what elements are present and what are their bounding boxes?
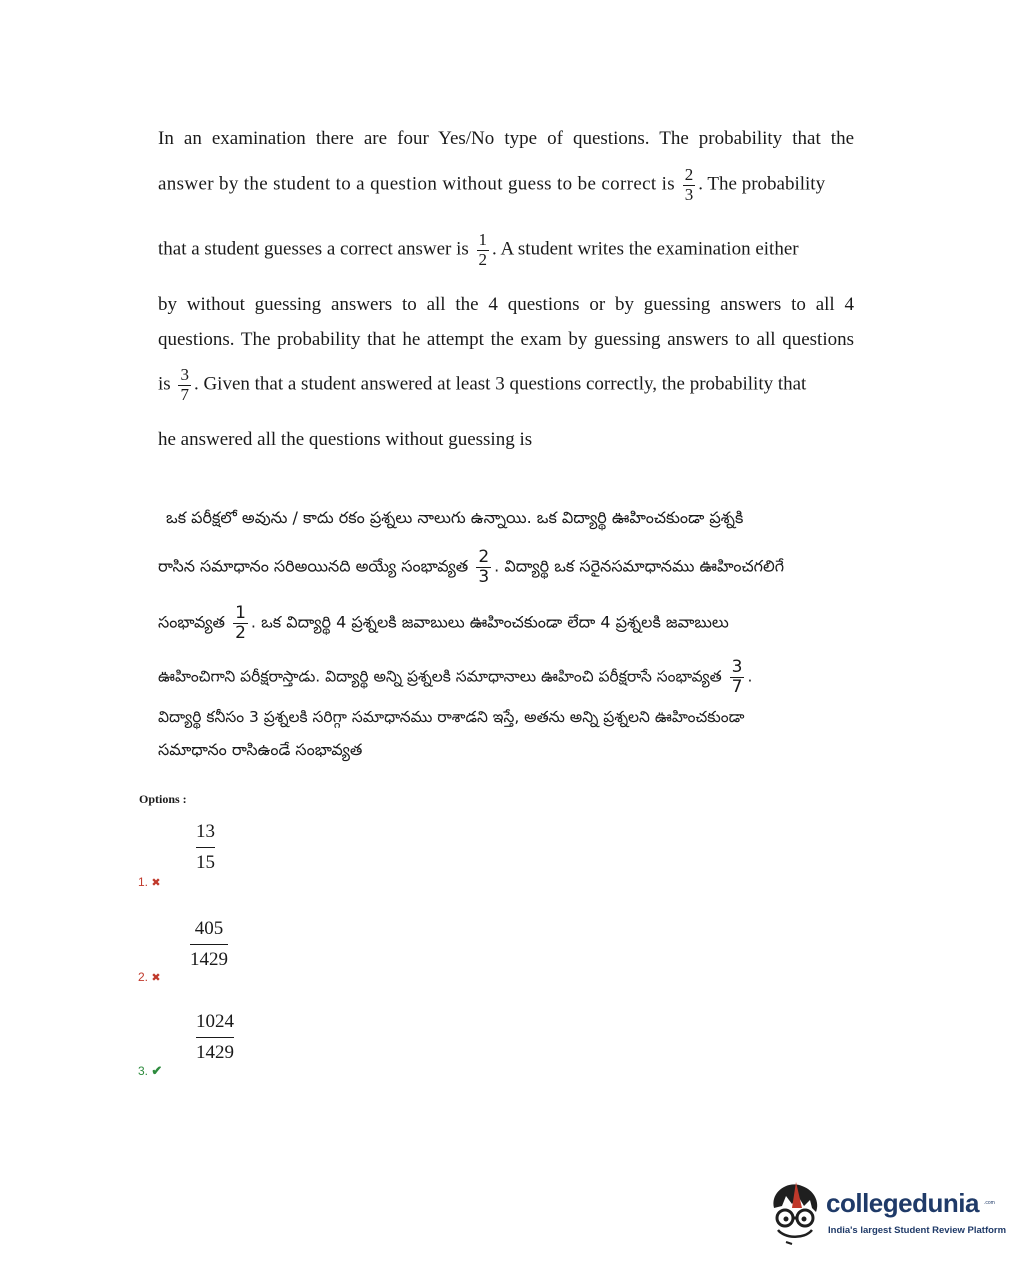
brand-domain: .com (984, 1200, 995, 1206)
option-3-fraction (196, 1010, 234, 1065)
option-numerator: 13 (196, 821, 215, 842)
fraction-denominator: 3 (684, 184, 694, 204)
fraction (233, 604, 248, 642)
options-label: Options : (139, 792, 187, 806)
option-numerator: 405 (194, 918, 224, 939)
question-line (158, 231, 854, 269)
fraction (477, 231, 490, 269)
question-text: . ఒక విద్యార్థి 4 ప్రశ్నలకి జవాబులు ఊహించకుండా లేదా 4 ప్రశ్నలకి జవాబులు (250, 612, 729, 632)
check-icon: ✔ (151, 1063, 163, 1078)
question-line (158, 658, 854, 696)
fraction-denominator: 3 (478, 566, 490, 587)
question-text: is (158, 373, 171, 395)
question-text: . The probability (698, 173, 826, 195)
question-line: he answered all the questions without guessing is (158, 429, 533, 450)
fraction-numerator: 1 (478, 230, 488, 249)
question-line (158, 166, 854, 204)
fraction (730, 658, 745, 696)
fraction (683, 166, 696, 204)
fraction (476, 548, 491, 586)
question-text: answer by the student to a question without guess to be correct is (158, 173, 675, 195)
question-text: ఊహించిగాని పరీక్షరాస్తాడు. విద్యార్థి అన్ని ప్రశ్నలకి సమాధానాలు ఊహించి పరీక్షరాసే సంభావ్యత (158, 667, 722, 686)
brand-tagline: India's largest Student Review Platform (828, 1225, 1007, 1236)
fraction-numerator: 3 (180, 365, 189, 384)
question-text: . Given that a student answered at least 3 questions correctly, the probability that (193, 373, 807, 395)
fraction-denominator: 7 (180, 384, 189, 404)
option-1-fraction (196, 820, 215, 875)
mascot-icon (766, 1178, 824, 1248)
fraction-numerator: 3 (731, 657, 743, 677)
fraction-numerator: 1 (235, 603, 246, 623)
wrong-icon: ✖ (151, 972, 161, 984)
question-text: . (747, 667, 753, 686)
option-2[interactable] (138, 970, 161, 984)
question-line: by without guessing answers to all the 4 questions or by guessing answers to all 4 (158, 294, 854, 315)
fraction-denominator: 2 (235, 622, 246, 643)
question-line (158, 548, 854, 586)
question-line: విద్యార్థి కనీసం 3 ప్రశ్నలకి సరిగ్గా సమాధానము రాశాడని ఇస్తే, అతను అన్ని ప్రశ్నలని ఊహించకుండా (158, 708, 745, 726)
question-line (158, 366, 854, 404)
fraction-denominator: 7 (731, 676, 743, 697)
question-line: questions. The probability that he attempt the exam by guessing answers to all questions (158, 329, 854, 350)
question-text: సంభావ్యత (158, 612, 225, 632)
fraction-numerator: 2 (684, 165, 694, 184)
fraction-numerator: 2 (478, 547, 490, 567)
option-number: 3. (138, 1064, 149, 1078)
option-1[interactable] (138, 875, 161, 889)
question-line (158, 604, 854, 642)
fraction (178, 366, 191, 404)
brand-name: collegedunia (826, 1188, 979, 1218)
question-text: . విద్యార్థి ఒక సరైనసమాధానము ఊహించగలిగే (494, 556, 785, 576)
collegedunia-logo (766, 1178, 1007, 1248)
fraction-denominator: 2 (478, 249, 488, 269)
question-text: రాసిన సమాధానం సరిఅయినది అయ్యే సంభావ్యత (158, 556, 469, 576)
option-denominator: 15 (196, 851, 215, 873)
question-text: that a student guesses a correct answer is (158, 238, 469, 260)
question-line: In an examination there are four Yes/No type of questions. The probability that the (158, 128, 854, 149)
option-numerator: 1024 (196, 1011, 234, 1032)
option-denominator: 1429 (190, 948, 228, 970)
question-line: సమాధానం రాసిఉండే సంభావ్యత (158, 740, 363, 759)
option-number: 1. (138, 875, 149, 889)
option-3[interactable] (138, 1063, 162, 1079)
wrong-icon: ✖ (151, 877, 161, 889)
question-line: ఒక పరీక్షలో అవును / కాదు రకం ప్రశ్నలు నాలుగు ఉన్నాయి. ఒక విద్యార్థి ఊహించకుండా ప్రశ్నకి (166, 508, 744, 527)
option-2-fraction (190, 917, 228, 972)
option-denominator: 1429 (196, 1041, 234, 1063)
option-number: 2. (138, 970, 149, 984)
question-text: . A student writes the examination either (492, 238, 799, 260)
